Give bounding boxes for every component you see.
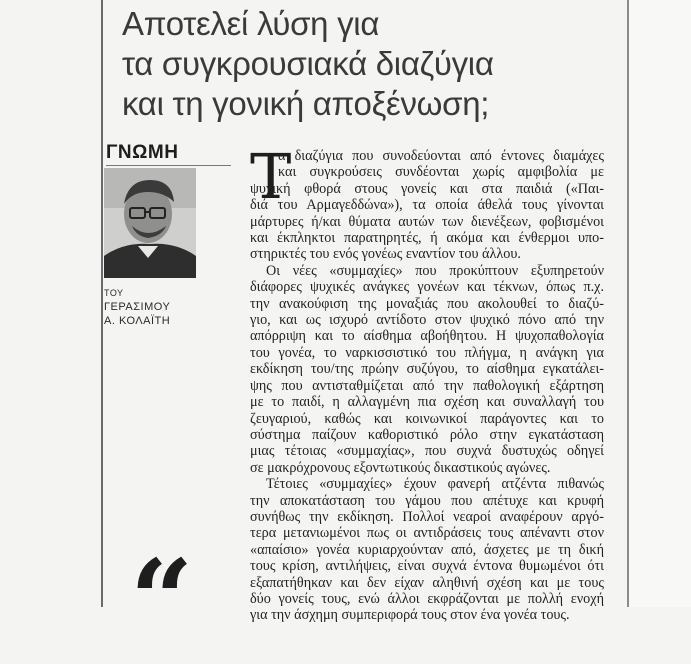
article-line: συνήθως την εκδίκηση. Πολλοί νεαροί αναφέρουν αργό-	[250, 508, 604, 525]
headline-line-2: τα συγκρουσιακά διαζύγια	[122, 45, 494, 82]
article-line: εκδίκηση του/της πρώην συζύγου, το αίσθημα εγκατάλει-	[250, 361, 604, 378]
article-line: Οι νέες «συμμαχίες» που προκύπτουν εξυπηρετούν	[266, 262, 604, 279]
headline	[122, 4, 592, 124]
article-line: διάφορες ψυχικές ανάγκες γονέων και τέκνων, όπως π.χ.	[250, 279, 604, 296]
author-name-line-1: ΓΕΡΑΣΙΜΟΥ	[104, 301, 171, 313]
article-line: «απαίσιο» γονέα κυριαρχούνταν από, άσχετες με τη δική	[250, 541, 604, 558]
article-line: για την άσχημη συμπεριφορά τους στον ένα γονέα τους.	[250, 607, 570, 624]
author-name-line-2: Α. ΚΟΛΑΪΤΗ	[104, 315, 171, 327]
author-portrait	[104, 168, 196, 278]
article-body	[250, 140, 604, 624]
article-line: τερα μετανιωμένοι πως οι αντιδράσεις τους απέναντι στον	[250, 525, 604, 542]
article-line: δύο γονείς τους, ενώ άλλοι εκφράζονται με πολλή ενοχή	[250, 590, 604, 607]
article-line: Τέτοιες «συμμαχίες» έχουν φανερή ατζέντα πιθανώς	[266, 476, 604, 493]
article-line: ψυχική φθορά στους γονείς και στα παιδιά («Παι-	[250, 180, 604, 197]
author-prefix: ΤΟΥ	[104, 288, 124, 298]
article-line: και συγκρούσεις συνδέονται χωρίς αμφιβολία με	[278, 164, 604, 181]
section-divider	[106, 165, 231, 166]
column-divider-left	[101, 0, 103, 607]
pull-quote-mark: “	[130, 535, 194, 664]
page-margin	[629, 0, 691, 607]
article-line: εξαπατήθηκαν και δεν είχαν αληθινή σχέση και με τους	[250, 574, 604, 591]
article-line: την αποκατάσταση του γάμου που απέτυχε και κρυφή	[250, 492, 604, 509]
author-byline	[104, 286, 214, 328]
article-line: ζευγαριού, καθώς και κοινωνικοί παράγοντες και το	[250, 410, 604, 427]
article-line: α διαζύγια που συνοδεύονται από έντονες διαμάχες	[278, 148, 604, 164]
article-line: την ανακούφιση της μοναξιάς που ακολουθεί το διαζύ-	[250, 295, 604, 312]
column-divider-right	[627, 0, 629, 607]
author-photo-icon	[104, 168, 196, 278]
article-line: τους κρίση, αντιλήψεις, είναι συχνά έντονα θυμωμένοι ότι	[250, 558, 604, 575]
section-label: ΓΝΩΜΗ	[106, 142, 179, 163]
article-line: γιο, και ως ισχυρό αντίδοτο στον ψυχικό πόνο από την	[250, 312, 604, 329]
article-line: και έκπληκτοι παρατηρητές, ή ακόμα και ένθερμοι υπο-	[250, 230, 604, 247]
article-line: μιας τέτοιας «συμμαχίας», που συχνά δυστυχώς οδηγεί	[250, 443, 604, 460]
article-line: σύστημα παίζουν καθοριστικό ρόλο στην εγκατάσταση	[250, 426, 604, 443]
article-line: στηρικτές του ενός γονέως εναντίον του άλλου.	[250, 246, 521, 263]
article-line: του γονέα, το ναρκισσιστικό του πλήγμα, η ανάγκη για	[250, 344, 604, 361]
drop-cap: Τ	[250, 140, 292, 213]
article-line: απόρριψη και το αίσθημα αβοήθητου. Η ψυχοπαθολογία	[250, 328, 604, 345]
article-line: με το παιδί, η αλλαγμένη πια σχέση και συναλλαγή του	[250, 394, 604, 411]
article-line: μάρτυρες ή/και θύματα αυτών των διενέξεων, φοβισμένοι	[250, 213, 604, 230]
article-line: σε μακρόχρονους εξοντωτικούς δικαστικούς αγώνες.	[250, 459, 551, 476]
article-line: ψης που αντισταθμίζεται από την παθολογική εξάρτηση	[250, 377, 604, 394]
headline-line-1: Αποτελεί λύση για	[122, 5, 380, 42]
headline-line-3: και τη γονική αποξένωση;	[122, 85, 490, 122]
article-line: διά του Αρμαγεδδώνα»), τα οποία άθελά τους γίνονται	[250, 197, 604, 214]
